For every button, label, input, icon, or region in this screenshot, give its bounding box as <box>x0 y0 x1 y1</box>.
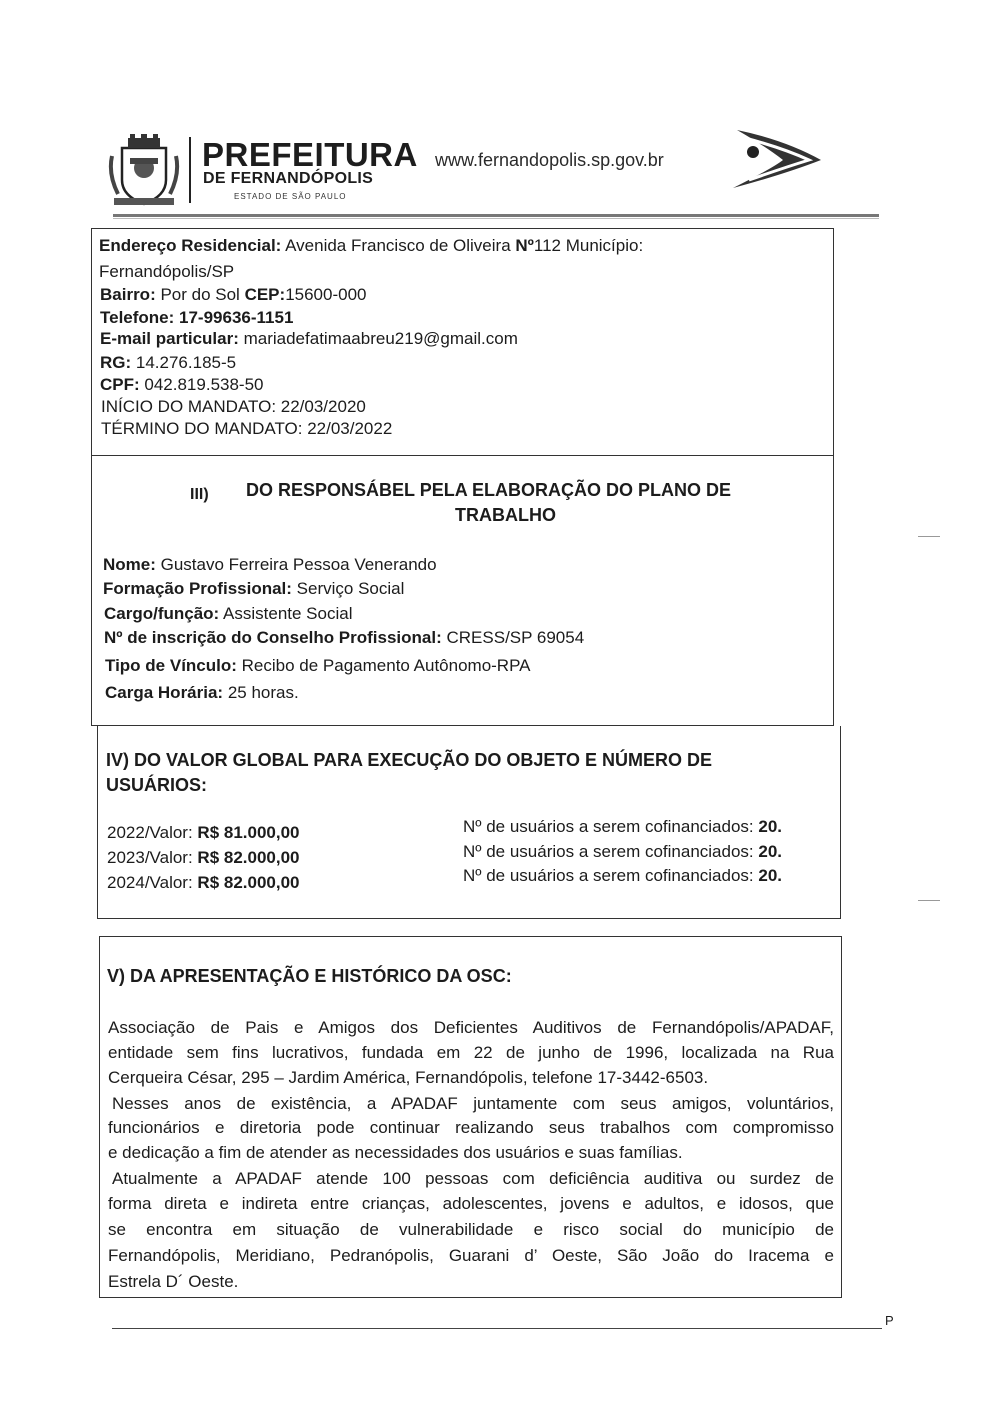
responsible-name-line: Nome: Gustavo Ferreira Pessoa Venerando <box>103 555 437 574</box>
footer-page-mark: P <box>885 1313 894 1328</box>
header-rule <box>113 214 879 217</box>
mandate-end-line: TÉRMINO DO MANDATO: 22/03/2022 <box>101 419 393 438</box>
bond-line: Tipo de Vínculo: Recibo de Pagamento Autônomo-RPA <box>105 656 531 675</box>
header-state: ESTADO DE SÃO PAULO <box>234 192 347 201</box>
council-line: Nº de inscrição do Conselho Profissional: CRESS/SP 69054 <box>104 628 585 647</box>
cpf-line: CPF: 042.819.538-50 <box>100 375 264 394</box>
address-line: Endereço Residencial: Avenida Francisco de Oliveira Nº112 Município: <box>99 236 644 255</box>
history-line-11: Estrela D´ Oeste. <box>108 1272 239 1291</box>
mandate-start-line: INÍCIO DO MANDATO: 22/03/2020 <box>101 397 366 416</box>
rg-line: RG: 14.276.185-5 <box>100 353 237 372</box>
value-row-2022: 2022/Valor: R$ 81.000,00 <box>107 823 300 842</box>
footer-rule <box>112 1328 882 1329</box>
section3-title-line1: DO RESPONSÁBEL PELA ELABORAÇÃO DO PLANO DE <box>246 480 732 500</box>
website-link[interactable]: www.fernandopolis.sp.gov.br <box>435 150 664 170</box>
city-coat-of-arms-logo <box>108 134 180 208</box>
role-line: Cargo/função: Assistente Social <box>104 604 353 623</box>
section3-numeral: III) <box>190 486 209 503</box>
header-divider <box>189 137 191 203</box>
header-subtitle: DE FERNANDÓPOLIS <box>203 170 374 187</box>
history-line-7: Atualmente a APADAF atende 100 pessoas com deficiência auditiva ou surdez de <box>112 1169 834 1188</box>
city-line: Fernandópolis/SP <box>99 262 235 281</box>
phone-line: Telefone: 17-99636-1151 <box>100 308 294 327</box>
scan-edge-mark <box>918 536 940 537</box>
section5-box <box>99 936 842 1298</box>
section-divider <box>91 455 834 456</box>
history-line-8: forma direta e indireta entre crianças, adolescentes, jovens e adultos, e idosos, que <box>108 1194 834 1213</box>
history-line-2: entidade sem fins lucrativos, fundada em 22 de junho de 1996, localizada na Rua <box>108 1043 834 1062</box>
history-line-4: Nesses anos de existência, a APADAF juntamente com seus amigos, voluntários, <box>112 1094 834 1113</box>
email-line: E-mail particular: mariadefatimaabreu219@gmail.com <box>100 329 518 348</box>
section4-title-line1: IV) DO VALOR GLOBAL PARA EXECUÇÃO DO OBJETO E NÚMERO DE <box>106 750 713 770</box>
history-line-1: Associação de Pais e Amigos dos Deficientes Auditivos de Fernandópolis/APADAF, <box>108 1018 834 1037</box>
history-line-6: e dedicação a fim de atender as necessidades dos usuários e suas famílias. <box>108 1143 683 1162</box>
section3-title-line2: TRABALHO <box>455 505 556 525</box>
history-line-10: Fernandópolis, Meridiano, Pedranópolis, Guarani d’ Oeste, São João do Iracema e <box>108 1246 834 1265</box>
users-row-2023: Nº de usuários a serem cofinanciados: 20. <box>463 842 782 861</box>
value-row-2024: 2024/Valor: R$ 82.000,00 <box>107 873 300 892</box>
section5-title: V) DA APRESENTAÇÃO E HISTÓRICO DA OSC: <box>107 966 512 986</box>
header-title: PREFEITURA <box>202 136 418 173</box>
district-line: Bairro: Por do Sol CEP:15600-000 <box>100 285 367 304</box>
scan-edge-mark-2 <box>918 900 940 901</box>
arrow-emblem-logo <box>725 122 825 192</box>
users-row-2024: Nº de usuários a serem cofinanciados: 20. <box>463 866 782 885</box>
section4-title-line2: USUÁRIOS: <box>106 775 208 795</box>
history-line-9: se encontra em situação de vulnerabilidade e risco social do município de <box>108 1220 834 1239</box>
hours-line: Carga Horária: 25 horas. <box>105 683 299 702</box>
value-row-2023: 2023/Valor: R$ 82.000,00 <box>107 848 300 867</box>
history-line-3: Cerqueira César, 295 – Jardim América, Fernandópolis, telefone 17-3442-6503. <box>108 1068 709 1087</box>
formation-line: Formação Profissional: Serviço Social <box>103 579 405 598</box>
header-rule-thin <box>113 218 879 219</box>
users-row-2022: Nº de usuários a serem cofinanciados: 20. <box>463 817 782 836</box>
history-line-5: funcionários e diretoria pode continuar realizando seus trabalhos com compromisso <box>108 1118 834 1137</box>
